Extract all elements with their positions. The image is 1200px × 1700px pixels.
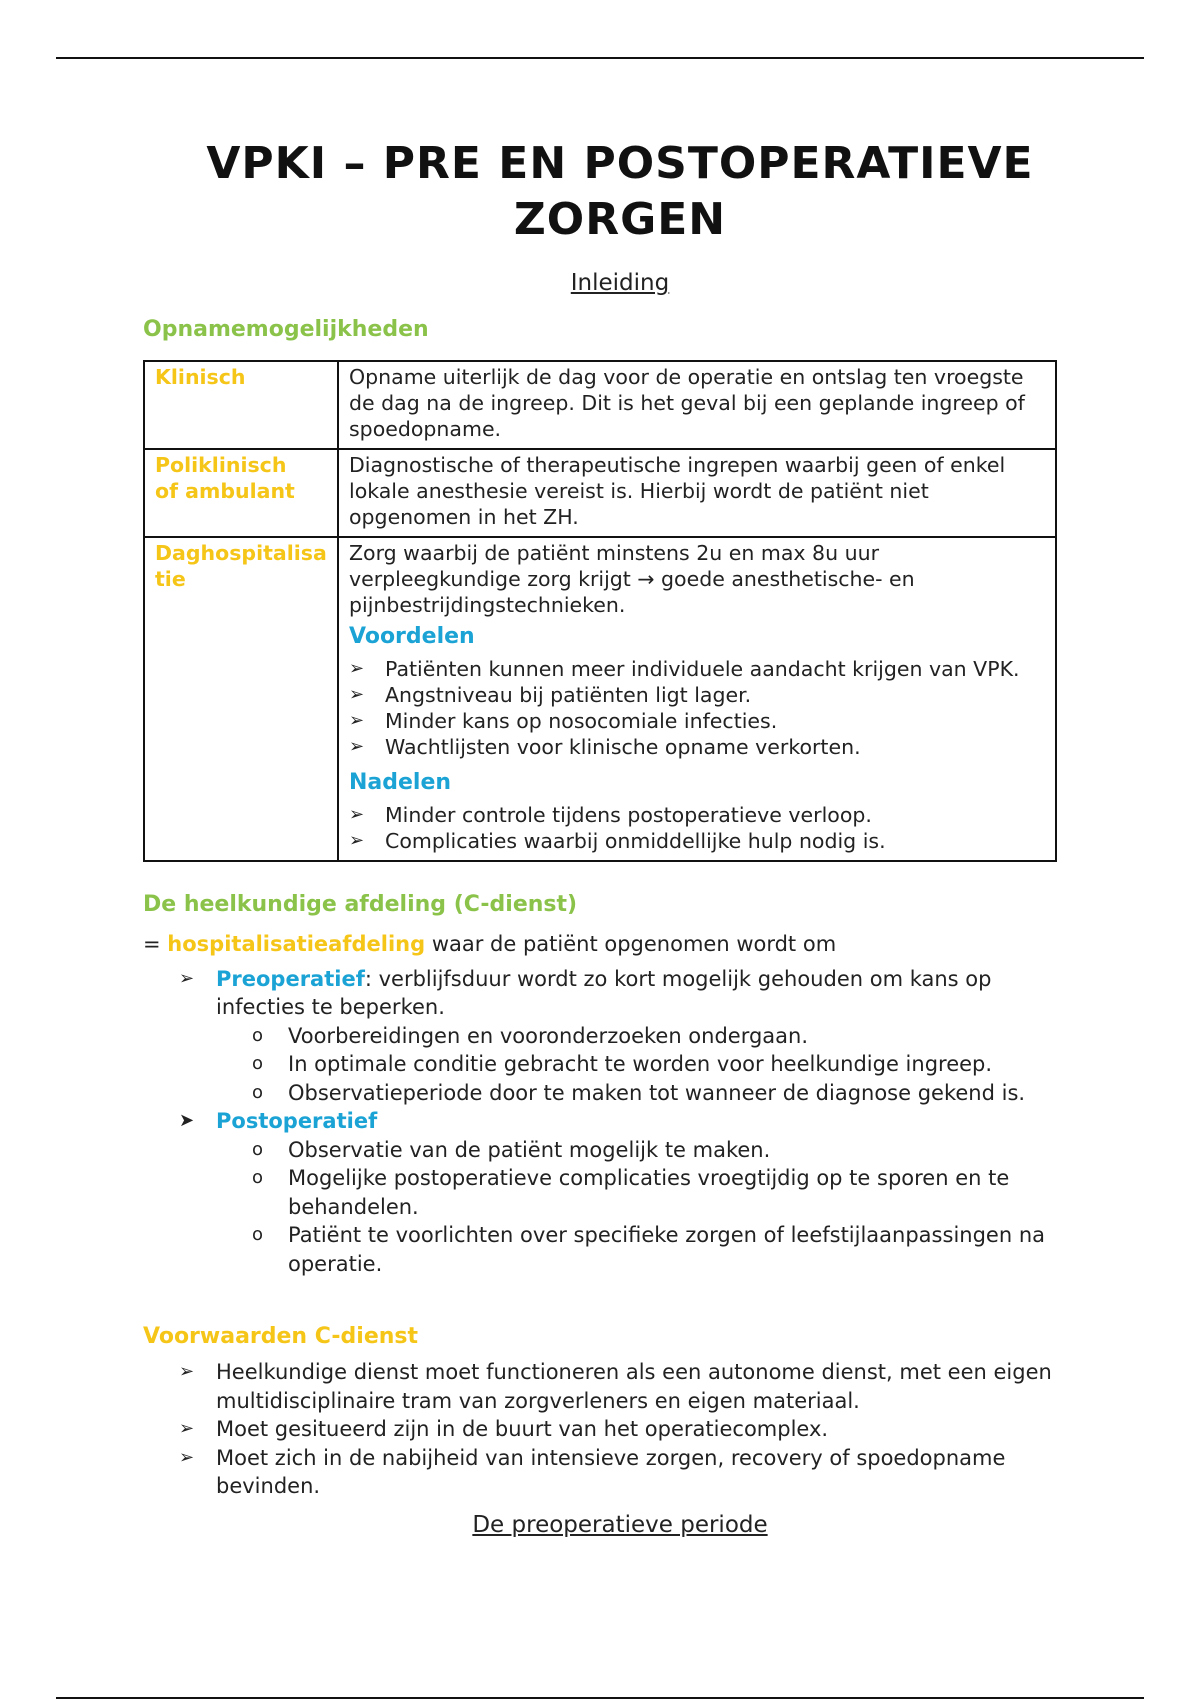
document-title — [0, 136, 1200, 248]
voorwaarden-body — [143, 1358, 1063, 1501]
circle-bullet-icon: o — [252, 1138, 264, 1160]
list-item — [143, 1136, 1063, 1165]
heading-voorwaarden: Voorwaarden C-dienst — [143, 1324, 419, 1349]
arrow-bullet-icon: ➢ — [179, 1361, 195, 1382]
list-item-text: Moet zich in de nabijheid van intensieve zorgen, recovery of spoedopname bevinden. — [216, 1445, 1006, 1498]
list-item-text: Observatie van de patiënt mogelijk te maken. — [288, 1137, 771, 1162]
circle-bullet-icon: o — [252, 1053, 264, 1074]
list-item — [143, 1050, 1063, 1079]
section-heading-preoperatieve-periode: De preoperatieve periode — [472, 1512, 768, 1538]
section-heading-inleiding: Inleiding — [570, 270, 670, 296]
list-item — [143, 1358, 1063, 1415]
table-cell-text: Diagnostische of therapeutische ingrepen waarbij geen of enkel lokale anesthesie vereist is. Hierbij wordt de patiënt niet opgenomen in het ZH. — [338, 449, 1056, 537]
voordelen-heading: Voordelen — [349, 624, 475, 649]
list-item — [349, 682, 1045, 708]
list-item — [143, 1079, 1063, 1108]
heelkundig-body — [143, 930, 1063, 1278]
heading-opnamemogelijkheden: Opnamemogelijkheden — [143, 317, 429, 342]
arrow-bullet-icon: ➢ — [349, 658, 365, 679]
title-line-1: VPKI – PRE EN POSTOPERATIEVE — [206, 138, 1034, 189]
preoperatief-label: Preoperatief — [216, 966, 365, 991]
nadelen-heading: Nadelen — [349, 770, 452, 795]
table-row — [144, 449, 1056, 537]
arrow-bullet-bold-icon: ➤ — [179, 1110, 195, 1131]
heading-heelkundige-afdeling: De heelkundige afdeling (C-dienst) — [143, 892, 578, 917]
nadelen-list — [349, 802, 1045, 854]
list-item-text: Voorbereidingen en vooronderzoeken ondergaan. — [288, 1023, 809, 1048]
table-cell-text: Zorg waarbij de patiënt minstens 2u en max 8u uur verpleegkundige zorg krijgt → goede anesthetische- en pijnbestrijdingstechnieken. — [349, 541, 915, 617]
intro-prefix: = — [143, 932, 161, 956]
top-rule — [56, 57, 1144, 59]
table-cell-content — [338, 537, 1056, 861]
arrow-bullet-icon: ➢ — [349, 710, 365, 731]
list-item-text: Patiënt te voorlichten over specifieke zorgen of leefstijlaanpassingen na operatie. — [288, 1223, 1045, 1276]
list-item-text: Minder kans op nosocomiale infecties. — [385, 709, 778, 733]
list-item-text: Heelkundige dienst moet functioneren als een autonome dienst, met een eigen multidisciplinaire tram van zorgverleners en eigen materiaal. — [216, 1360, 1052, 1413]
circle-bullet-icon: o — [252, 1224, 264, 1245]
voordelen-list — [349, 656, 1045, 760]
table-cell-label: Daghospitalisatie — [144, 537, 338, 861]
list-item — [349, 708, 1045, 734]
arrow-bullet-icon: ➢ — [179, 967, 195, 989]
list-item — [143, 1022, 1063, 1051]
circle-bullet-icon: o — [252, 1081, 264, 1103]
preoperatief-text: : verblijfsduur wordt zo kort mogelijk gehouden om kans op infecties te beperken. — [216, 966, 992, 1019]
label-text: Poliklinisch of ambulant — [155, 453, 295, 503]
list-item-text: Patiënten kunnen meer individuele aandacht krijgen van VPK. — [385, 657, 1020, 681]
intro-highlight: hospitalisatieafdeling — [167, 932, 426, 956]
list-item-text: Mogelijke postoperatieve complicaties vroegtijdig op te sporen en te behandelen. — [288, 1166, 1010, 1219]
list-item — [349, 656, 1045, 682]
list-item-text: Wachtlijsten voor klinische opname verkorten. — [385, 735, 861, 759]
list-item-text: Complicaties waarbij onmiddellijke hulp nodig is. — [385, 829, 886, 853]
title-line-2: ZORGEN — [513, 194, 727, 245]
arrow-bullet-icon: ➢ — [349, 684, 365, 705]
list-item — [143, 1164, 1063, 1221]
list-item — [349, 828, 1045, 854]
list-item — [143, 1221, 1063, 1278]
list-item-text: Moet gesitueerd zijn in de buurt van het operatiecomplex. — [216, 1417, 829, 1441]
arrow-bullet-icon: ➢ — [349, 804, 365, 825]
list-item-text: Observatieperiode door te maken tot wanneer de diagnose gekend is. — [288, 1080, 1026, 1105]
list-item — [349, 802, 1045, 828]
table-cell-label: Klinisch — [144, 361, 338, 449]
list-item-text: Minder controle tijdens postoperatieve verloop. — [385, 803, 872, 827]
table-row — [144, 361, 1056, 449]
table-cell-label — [144, 449, 338, 537]
list-item — [143, 1415, 1063, 1444]
table-cell-text: Opname uiterlijk de dag voor de operatie en ontslag ten vroegste de dag na de ingreep. Dit is het geval bij een geplande ingreep of spoedopname. — [338, 361, 1056, 449]
list-item-text: In optimale conditie gebracht te worden voor heelkundige ingreep. — [288, 1052, 993, 1076]
heelkundig-intro — [143, 930, 1063, 959]
postoperatief-label: Postoperatief — [216, 1109, 378, 1133]
preoperatief-item — [143, 965, 1063, 1022]
arrow-bullet-icon: ➢ — [179, 1446, 195, 1468]
intro-rest: waar de patiënt opgenomen wordt om — [431, 932, 837, 956]
circle-bullet-icon: o — [252, 1167, 264, 1188]
arrow-bullet-icon: ➢ — [349, 736, 365, 757]
arrow-bullet-icon: ➢ — [349, 830, 365, 851]
circle-bullet-icon: o — [252, 1024, 264, 1046]
bottom-rule — [56, 1697, 1144, 1699]
admission-types-table — [143, 360, 1057, 862]
table-row — [144, 537, 1056, 861]
arrow-bullet-icon: ➢ — [179, 1418, 195, 1439]
list-item — [349, 734, 1045, 760]
postoperatief-item — [143, 1107, 1063, 1136]
list-item-text: Angstniveau bij patiënten ligt lager. — [385, 683, 752, 707]
list-item — [143, 1444, 1063, 1501]
